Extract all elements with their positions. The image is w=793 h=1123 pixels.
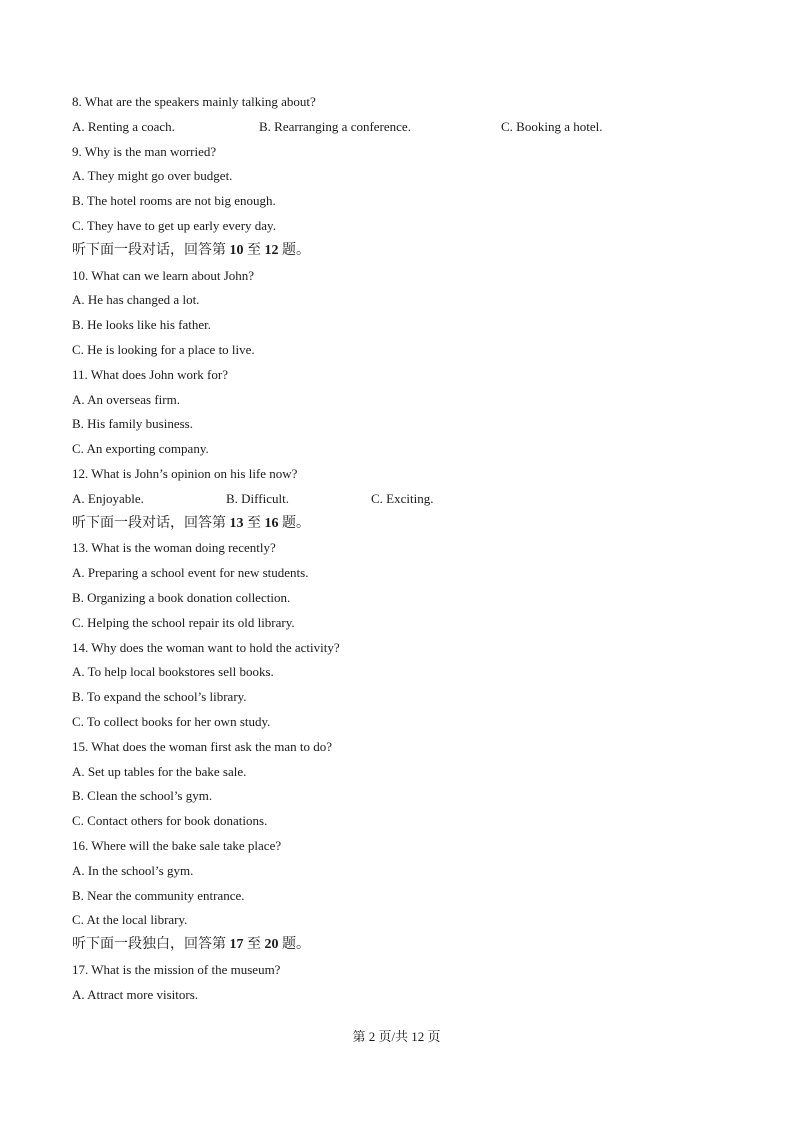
option-a: A. He has changed a lot. [72,292,200,308]
section-heading-text: 听下面一段对话，回答第 [72,242,230,258]
section-heading [72,514,732,539]
option-b: B. The hotel rooms are not big enough. [72,193,276,209]
question-content [72,92,732,1009]
option-a: A. Renting a coach. [72,118,175,134]
option-b: B. Difficult. [226,490,289,506]
option-a: A. An overseas firm. [72,391,180,407]
option-b: B. Near the community entrance. [72,887,245,903]
section-end-number: 16 [264,515,279,531]
option-c: C. At the local library. [72,912,188,928]
option-c: C. Booking a hotel. [501,118,603,134]
option-b: B. His family business. [72,416,193,432]
option-c: C. He is looking for a place to live. [72,341,255,357]
section-end-number: 12 [264,242,279,258]
option-a: A. Set up tables for the bake sale. [72,763,247,779]
option-a: A. In the school’s gym. [72,862,194,878]
option-c: C. They have to get up early every day. [72,217,276,233]
section-end-number: 20 [264,937,279,953]
section-heading-text: 至 [243,242,265,258]
section-start-number: 10 [229,242,244,258]
question-stem: 10. What can we learn about John? [72,267,255,283]
option-b: B. Clean the school’s gym. [72,788,213,804]
section-heading [72,935,732,960]
option-b: B. He looks like his father. [72,317,212,333]
section-heading [72,241,732,266]
question-options-row [72,489,732,514]
option-a: A. Enjoyable. [72,490,144,506]
section-start-number: 13 [229,515,244,531]
option-a: A. To help local bookstores sell books. [72,664,274,680]
section-heading-text: 题。 [278,937,310,953]
section-heading-text: 至 [243,937,265,953]
option-c: C. Helping the school repair its old library. [72,614,295,630]
question-stem: 17. What is the mission of the museum? [72,961,281,977]
option-c: C. Contact others for book donations. [72,813,268,829]
question-stem: 15. What does the woman first ask the man to do? [72,738,333,754]
section-heading-text: 听下面一段独白，回答第 [72,937,230,953]
option-a: A. Attract more visitors. [72,986,199,1002]
question-stem: 12. What is John’s opinion on his life now? [72,465,298,481]
option-c: C. Exciting. [371,490,434,506]
section-heading-text: 听下面一段对话，回答第 [72,515,230,531]
question-options-row [72,117,732,142]
option-b: B. Rearranging a conference. [259,118,411,134]
question-stem: 13. What is the woman doing recently? [72,540,276,556]
section-heading-text: 至 [243,515,265,531]
question-stem: 8. What are the speakers mainly talking about? [72,94,316,109]
question-stem: 14. Why does the woman want to hold the activity? [72,639,340,655]
page-footer: 第 2 页/共 12 页 [352,1029,441,1044]
option-c: C. An exporting company. [72,441,209,457]
section-start-number: 17 [229,937,244,953]
option-a: A. Preparing a school event for new students. [72,565,309,581]
question-stem: 9. Why is the man worried? [72,143,217,159]
section-heading-text: 题。 [278,515,310,531]
option-b: B. Organizing a book donation collection. [72,589,291,605]
section-heading-text: 题。 [278,242,310,258]
option-c: C. To collect books for her own study. [72,713,271,729]
question-stem: 11. What does John work for? [72,366,228,382]
question-stem: 16. Where will the bake sale take place? [72,837,282,853]
option-a: A. They might go over budget. [72,168,233,184]
option-b: B. To expand the school’s library. [72,689,247,705]
